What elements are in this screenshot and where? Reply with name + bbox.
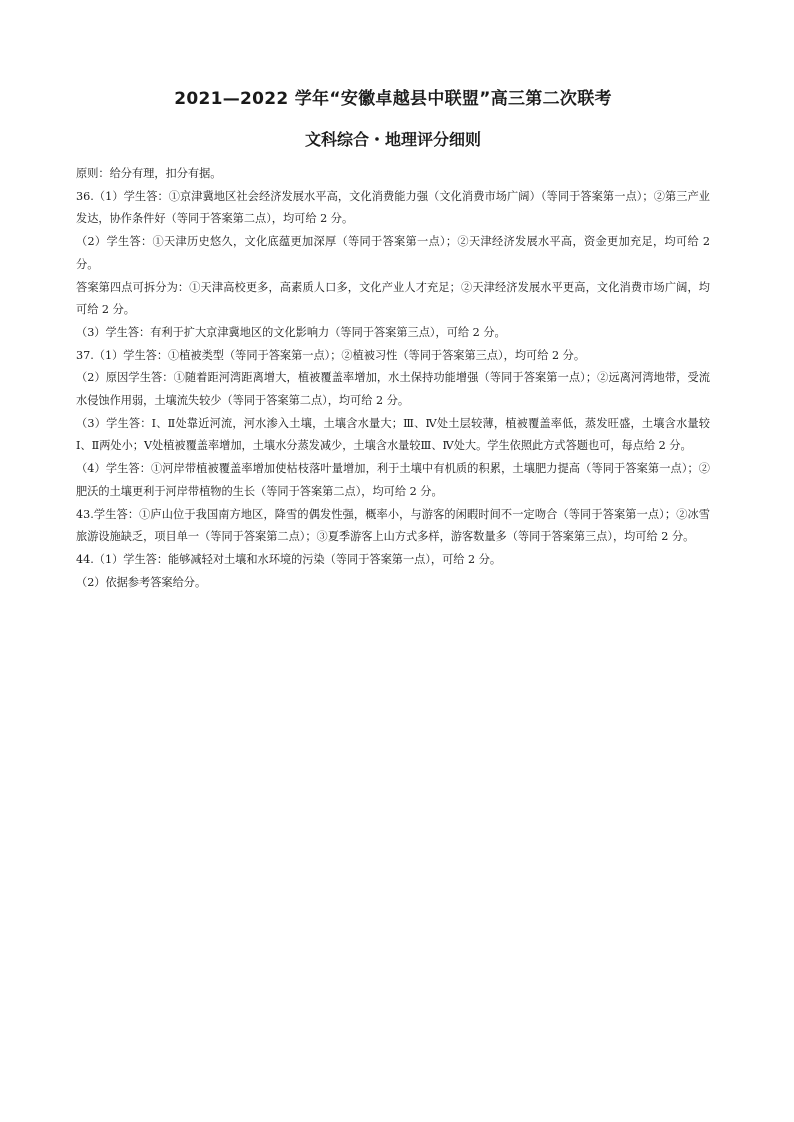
q36-part3-paragraph: （3）学生答：有利于扩大京津冀地区的文化影响力（等同于答案第三点），可给 2 分。 bbox=[76, 325, 506, 339]
q44-part2-paragraph: （2）依据参考答案给分。 bbox=[76, 575, 207, 589]
q36-part2-paragraph: （2）学生答：①天津历史悠久，文化底蕴更加深厚（等同于答案第一点）；②天津经济发展水平高，资金更加充足，均可给 2 分。 bbox=[76, 235, 710, 271]
q43-paragraph: 43.学生答：①庐山位于我国南方地区，降雪的偶发性强，概率小，与游客的闲暇时间不一定吻合（等同于答案第一点）；②冰雪旅游设施缺乏，项目单一（等同于答案第二点）；③夏季游客上山方式多样，游客数量多（等同于答案第三点），均可给 2 分。 bbox=[76, 507, 710, 544]
document-title: 2021—2022 学年“安徽卓越县中联盟”高三第二次联考 bbox=[174, 89, 612, 109]
q36-part1-paragraph: 36.（1）学生答：①京津冀地区社会经济发展水平高，文化消费能力强（文化消费市场广阔）（等同于答案第一点）；②第三产业发达，协作条件好（等同于答案第二点），均可给 2 分。 bbox=[76, 189, 710, 226]
q37-part1-paragraph: 37.（1）学生答：①植被类型（等同于答案第一点）；②植被习性（等同于答案第三点），均可给 2 分。 bbox=[76, 348, 586, 362]
q37-part4-paragraph: （4）学生答：①河岸带植被覆盖率增加使枯枝落叶量增加，利于土壤中有机质的积累，土壤肥力提高（等同于答案第一点）；②肥沃的土壤更利于河岸带植物的生长（等同于答案第二点），均可给 2 分。 bbox=[76, 462, 710, 498]
q44-part1-paragraph: 44.（1）学生答：能够减轻对土壤和水环境的污染（等同于答案第一点），可给 2 分。 bbox=[76, 552, 502, 566]
q36-point4-paragraph: 答案第四点可拆分为：①天津高校更多，高素质人口多，文化产业人才充足；②天津经济发展水平更高，文化消费市场广阔，均可给 2 分。 bbox=[76, 280, 710, 317]
q37-part3-paragraph: （3）学生答：Ⅰ、Ⅱ处靠近河流，河水渗入土壤，土壤含水量大；Ⅲ、Ⅳ处土层较薄，植被覆盖率低，蒸发旺盛，土壤含水量较Ⅰ、Ⅱ两处小；Ⅴ处植被覆盖率增加，土壤水分蒸发减少，土壤含水量较Ⅲ、Ⅳ处大。学生依照此方式答题也可，每点给 2 分。 bbox=[76, 416, 710, 453]
document-subtitle: 文科综合・地理评分细则 bbox=[304, 130, 481, 149]
principle-paragraph: 原则：给分有理，扣分有据。 bbox=[76, 167, 222, 180]
q37-part2-paragraph: （2）原因学生答：①随着距河湾距离增大，植被覆盖率增加，水土保持功能增强（等同于答案第一点）；②远离河湾地带，受流水侵蚀作用弱，土壤流失较少（等同于答案第二点），均可给 2 分。 bbox=[76, 371, 710, 408]
